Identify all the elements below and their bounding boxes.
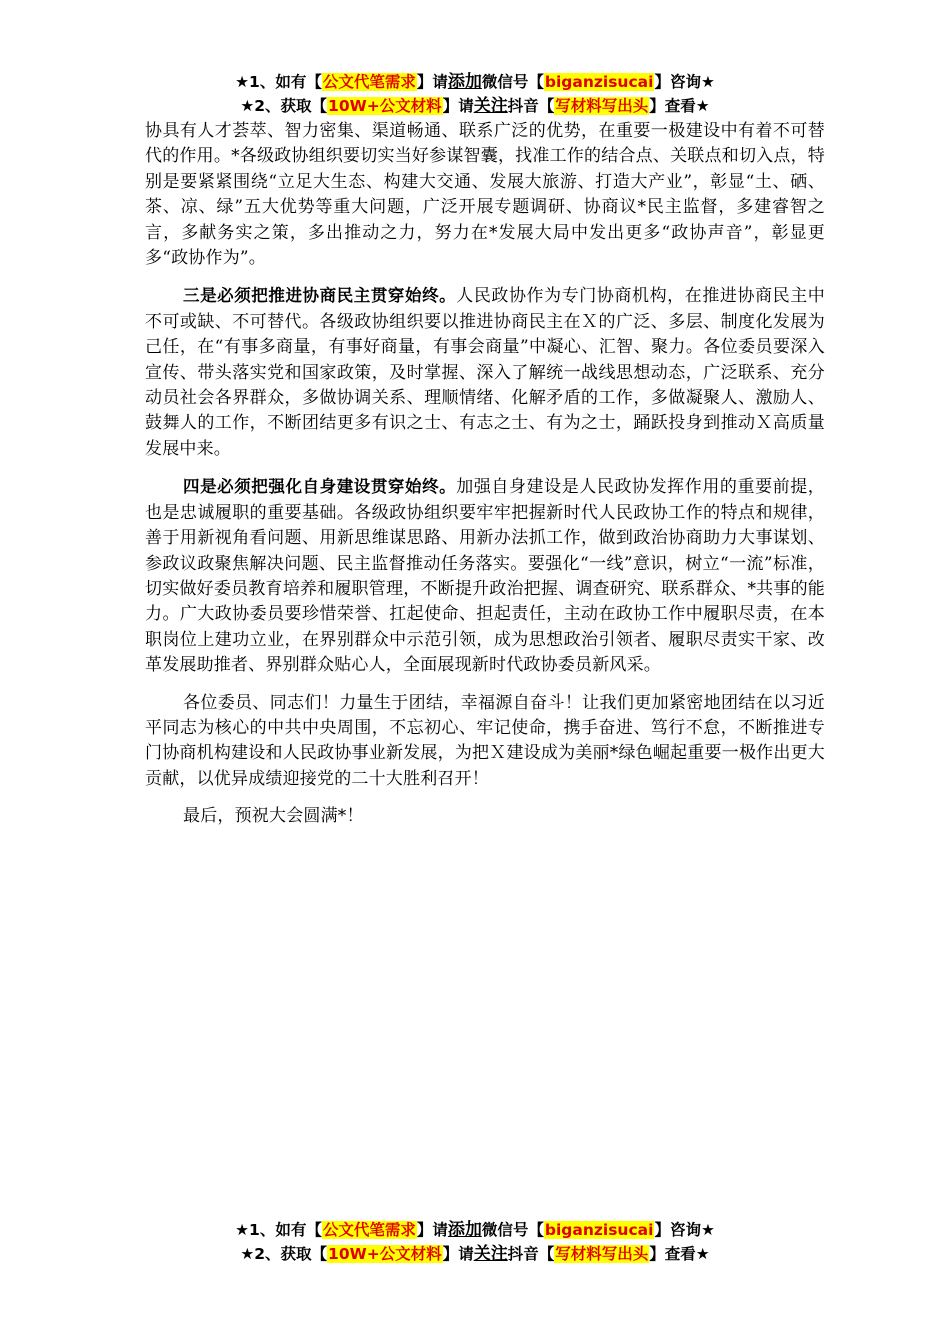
paragraph-3: [145, 474, 825, 678]
underlined-text: 关注: [473, 96, 508, 116]
banner-line-1: [0, 70, 950, 94]
paragraph-text: 加强自身建设是人民政协发挥作用的重要前提，也是忠诚履职的重要基础。各级政协组织要牢牢把握新时代人民政协工作的特点和规律，善于用新视角看问题、用新思维谋思路、用新办法抓工作，做到政治协商助力大事谋划、参政议政聚焦解决问题、民主监督推动任务落实。要强化“一线”意识，树立“一流”标准，切实做好委员教育培养和履职管理，不断提升政治把握、调查研究、联系群众、*共事的能力。广大政协委员要珍惜荣誉、扛起使命、担起责任，主动在政协工作中履职尽责，在本职岗位上建功立业，在界别群众中示范引领，成为思想政治引领者、履职尽责实干家、改革发展助推者、界别群众贴心人，全面展现新时代政协委员新风采。: [145, 477, 826, 676]
underlined-text: 添加: [447, 1220, 482, 1240]
highlight-text: 公文代笔需求: [322, 73, 416, 91]
banner-line-2: [0, 1242, 950, 1266]
banner-text: ★2、获取【: [240, 97, 328, 115]
wechat-id: biganzisucai: [544, 73, 654, 91]
banner-text: 】请: [442, 1245, 474, 1263]
banner-text: ★1、如有【: [235, 1221, 322, 1239]
banner-text: 】请: [416, 73, 448, 91]
paragraph-heading: 四是必须把强化自身建设贯穿始终。: [183, 477, 457, 497]
highlight-text: 10W+公文材料: [328, 97, 442, 115]
highlight-text: 10W+公文材料: [328, 1245, 442, 1263]
banner-text: 】请: [442, 97, 474, 115]
paragraph-5: 最后，预祝大会圆满*！: [183, 806, 364, 827]
paragraph-heading: 三是必须把推进协商民主贯穿始终。: [183, 286, 457, 306]
banner-line-1: [0, 1218, 950, 1242]
banner-text: ★2、获取【: [240, 1245, 328, 1263]
highlight-text: 公文代笔需求: [322, 1221, 416, 1239]
banner-text: 】咨询★: [654, 1221, 715, 1239]
banner-text: 】咨询★: [654, 73, 715, 91]
banner-text: 微信号【: [481, 1221, 544, 1239]
banner-line-2: [0, 94, 950, 118]
paragraph-text: 人民政协作为专门协商机构，在推进协商民主中不可或缺、不可替代。各级政协组织要以推进协商民主在Ｘ的广泛、多层、制度化发展为己任，在“有事多商量，有事好商量，有事会商量”中凝心、汇智、聚力。各位委员要深入宣传、带头落实党和国家政策，及时掌握、深入了解统一战线思想动态，广泛联系、充分动员社会各界群众，多做协调关系、理顺情绪、化解矛盾的工作，多做凝聚人、激励人、鼓舞人的工作，不断团结更多有识之士、有志之士、有为之士，踊跃投身到推动Ｘ高质量发展中来。: [145, 286, 826, 459]
document-body: [145, 119, 825, 842]
top-banner: [0, 70, 950, 118]
banner-text: 】查看★: [649, 1245, 710, 1263]
paragraph-1: 协具有人才荟萃、智力密集、渠道畅通、联系广泛的优势，在重要一极建设中有着不可替代的作用。*各级政协组织要切实当好参谋智囊，找准工作的结合点、关联点和切入点，特别是要紧紧围绕“立足大生态、构建大交通、发展大旅游、打造大产业”，彰显“土、硒、茶、凉、绿”五大优势等重大问题，广泛开展专题调研、协商议*民主监督，多建睿智之言，多献务实之策，多出推动之力，努力在*发展大局中发出更多“政协声音”，彰显更多“政协作为”。: [145, 121, 825, 269]
banner-text: 抖音【: [507, 97, 555, 115]
paragraph-4: 各位委员、同志们！力量生于团结，幸福源自奋斗！让我们更加紧密地团结在以习近平同志为核心的中共中央周围，不忘初心、牢记使命，携手奋进、笃行不怠，不断推进专门协商机构建设和人民政协事业新发展，为把Ｘ建设成为美丽*绿色崛起重要一极作出更大贡献，以优异成绩迎接党的二十大胜利召开！: [145, 692, 825, 789]
wechat-id: biganzisucai: [544, 1221, 654, 1239]
banner-text: 抖音【: [507, 1245, 555, 1263]
banner-text: 】查看★: [649, 97, 710, 115]
bottom-banner: [0, 1218, 950, 1266]
banner-text: 】请: [416, 1221, 448, 1239]
banner-text: 微信号【: [481, 73, 544, 91]
banner-text: ★1、如有【: [235, 73, 322, 91]
underlined-text: 添加: [447, 72, 482, 92]
douyin-account: 写材料写出头: [555, 97, 649, 115]
paragraph-2: [145, 283, 825, 462]
douyin-account: 写材料写出头: [555, 1245, 649, 1263]
underlined-text: 关注: [473, 1244, 508, 1264]
